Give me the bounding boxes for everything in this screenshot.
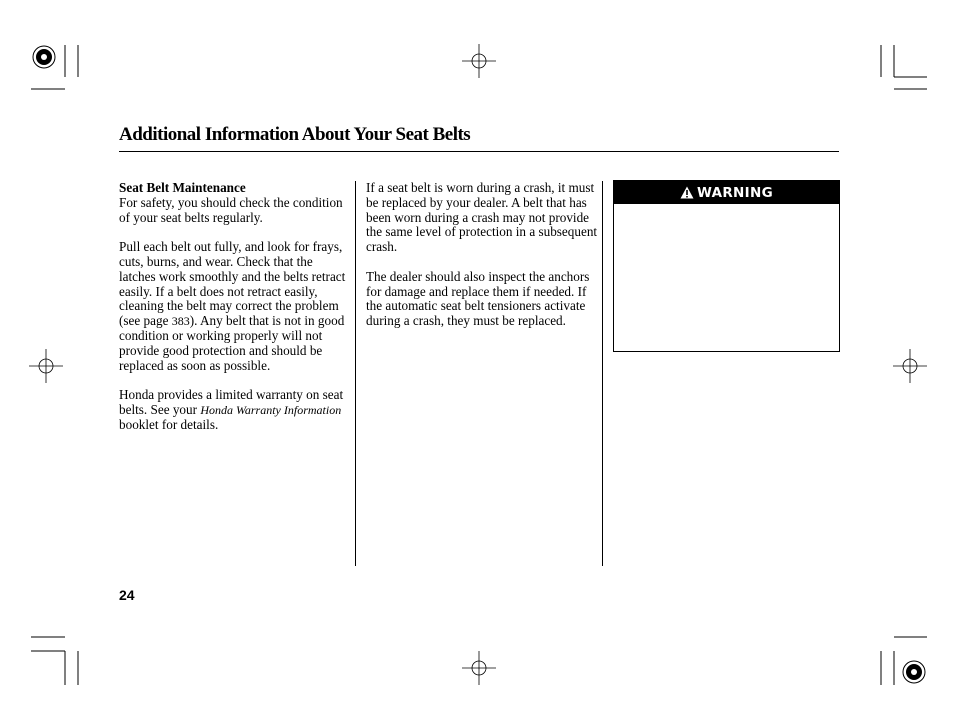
warranty-text-a: Honda provides a limited warranty on seat belts. See your — [119, 387, 344, 417]
warning-header — [614, 181, 839, 204]
column-left — [119, 181, 351, 447]
intro-paragraph: For safety, you should check the condition of your seat belts regularly. — [119, 194, 343, 225]
warning-label: WARNING — [697, 184, 773, 201]
inspection-paragraph — [119, 240, 351, 373]
inspection-text-b: ). Any belt that is not in good condition or working properly will not provide good protection and should be replaced as soon as possible. — [119, 313, 345, 373]
column-divider-1 — [355, 181, 356, 566]
warranty-booklet-title: Honda Warranty Information — [200, 402, 342, 417]
column-divider-2 — [602, 181, 603, 566]
replacement-paragraph: If a seat belt is worn during a crash, it must be replaced by your dealer. A belt that has been worn during a crash may not provide the same level of protection in a subsequent crash. — [366, 180, 598, 255]
warranty-text-b: booklet for details. — [119, 416, 219, 432]
page-reference-link[interactable]: 383 — [171, 314, 190, 329]
section-subheading: Seat Belt Maintenance — [119, 180, 246, 195]
column-middle — [366, 181, 598, 344]
page-title: Additional Information About Your Seat Belts — [119, 124, 471, 145]
title-rule — [119, 151, 839, 152]
warning-triangle-icon — [680, 186, 694, 199]
inspection-text-a: Pull each belt out fully, and look for frays, cuts, burns, and wear. Check that the latches work smoothly and the belts retract easily. If a belt does not retract easily, cleaning the belt may correct the problem (see page — [119, 239, 346, 329]
dealer-inspection-paragraph: The dealer should also inspect the anchors for damage and replace them if needed. If the automatic seat belt tensioners activate during a crash, they must be replaced. — [366, 268, 590, 329]
page-number: 24 — [119, 587, 135, 603]
warranty-paragraph — [119, 388, 351, 432]
warning-box — [613, 180, 840, 352]
